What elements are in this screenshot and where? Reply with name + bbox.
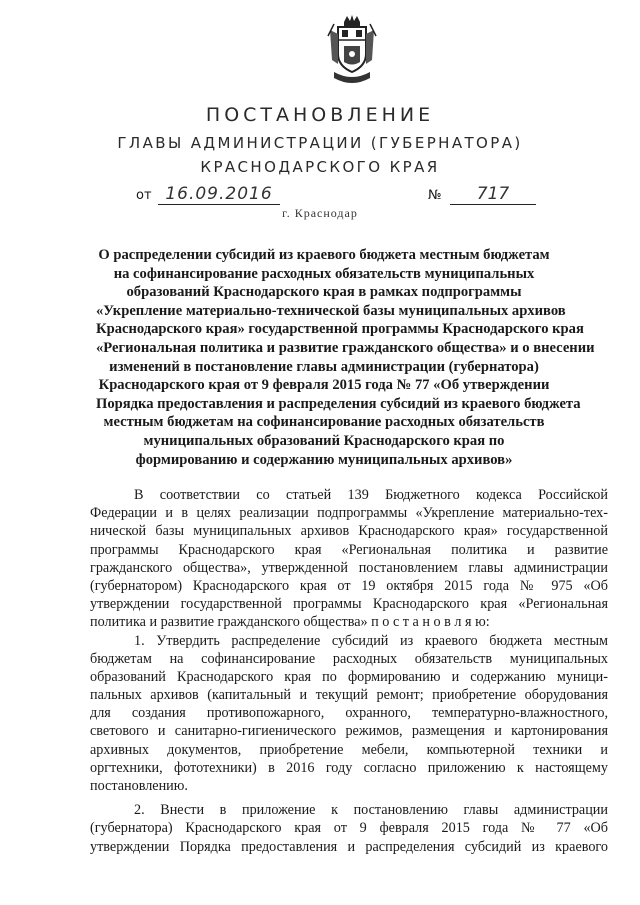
item-1-paragraph [90, 632, 608, 796]
title-line: изменений в постановление главы администрации (губернатора) [109, 358, 539, 375]
title-line: муниципальных образований Краснодарского края по [143, 432, 505, 449]
issuing-authority-line: ГЛАВЫ АДМИНИСТРАЦИИ (ГУБЕРНАТОРА) [117, 134, 523, 152]
document-title [96, 246, 595, 469]
body-line: (губернатора) Краснодарского края от 9 февраля 2015 года № 77 «Об [90, 820, 608, 837]
body-line: оргтехники, фототехники) в 2016 году согласно приложению к настоящему [90, 759, 608, 776]
body-line: нической базы муниципальных архивов Краснодарского края» государственной [90, 523, 608, 540]
body-line: гражданского общества», утвержденной постановлением главы администрации [90, 559, 608, 576]
body-line: постановлению. [90, 778, 188, 794]
krasnodar-coat-of-arms-icon [326, 14, 378, 88]
date-label: от [136, 188, 152, 203]
title-line: О распределении субсидий из краевого бюджета местным бюджетам [98, 247, 550, 263]
body-line: пальных архивов (капитальный и текущий ремонт; приобретение оборудования [90, 687, 608, 704]
body-line: 1. Утвердить распределение субсидий из краевого бюджета местным [134, 632, 608, 649]
body-line: утверждении государственной программы Краснодарского края «Региональная [90, 596, 608, 613]
date-value: 16.09.2016 [158, 184, 280, 205]
number-label: № [428, 188, 442, 203]
title-line: Порядка предоставления и распределения субсидий из краевого бюджета [96, 395, 581, 412]
document-body [90, 486, 608, 856]
title-line: образований Краснодарского края в рамках подпрограммы [126, 284, 522, 301]
title-line: местным бюджетам на софинансирование расходных обязательств [103, 414, 545, 431]
body-line: образований Краснодарского края по формированию и содержанию муници- [90, 668, 608, 685]
body-line: В соответствии со статьей 139 Бюджетного кодекса Российской [134, 487, 608, 503]
body-line: утверждении Порядка предоставления и распределения субсидий из краевого [90, 838, 608, 855]
item-2-paragraph [90, 801, 608, 856]
body-line: архивных документов, приобретение мебели, компьютерной техники и [90, 741, 608, 758]
number-value: 717 [450, 184, 536, 205]
title-line: «Укрепление материально-технической базы муниципальных архивов [96, 302, 566, 319]
body-line: для создания противопожарного, охранного, температурно-влажностного, [90, 705, 608, 722]
title-line: «Региональная политика и развитие гражданского общества» и о внесении [96, 339, 595, 356]
body-line: бюджетам на софинансирование расходных обязательств муниципальных [90, 650, 608, 667]
issuing-authority-region: КРАСНОДАРСКОГО КРАЯ [200, 158, 440, 176]
body-line: Федерации и в целях реализации подпрограммы «Укрепление материально-тех- [90, 505, 608, 522]
body-line: программы Краснодарского края «Региональная политика и развитие [90, 541, 608, 558]
body-line: светового и санитарно-гигиенического режимов, размещения и картонирования [90, 723, 608, 740]
title-line: Краснодарского края от 9 февраля 2015 года № 77 «Об утверждении [98, 377, 550, 394]
body-line: (губернатором) Краснодарского края от 19 октября 2015 года № 975 «Об [90, 577, 608, 594]
document-type-heading: ПОСТАНОВЛЕНИЕ [205, 104, 435, 126]
preamble-paragraph [90, 486, 608, 632]
body-line: 2. Внести в приложение к постановлению главы администрации [134, 802, 608, 819]
title-line: формированию и содержанию муниципальных архивов» [135, 451, 513, 468]
body-line: политика и развитие гражданского общества» п о с т а н о в л я ю: [90, 614, 490, 631]
city-label: г. Краснодар [282, 206, 358, 220]
title-line: на софинансирование расходных обязательств муниципальных [113, 265, 535, 282]
title-line: Краснодарского края» государственной программы Краснодарского края [96, 321, 584, 338]
